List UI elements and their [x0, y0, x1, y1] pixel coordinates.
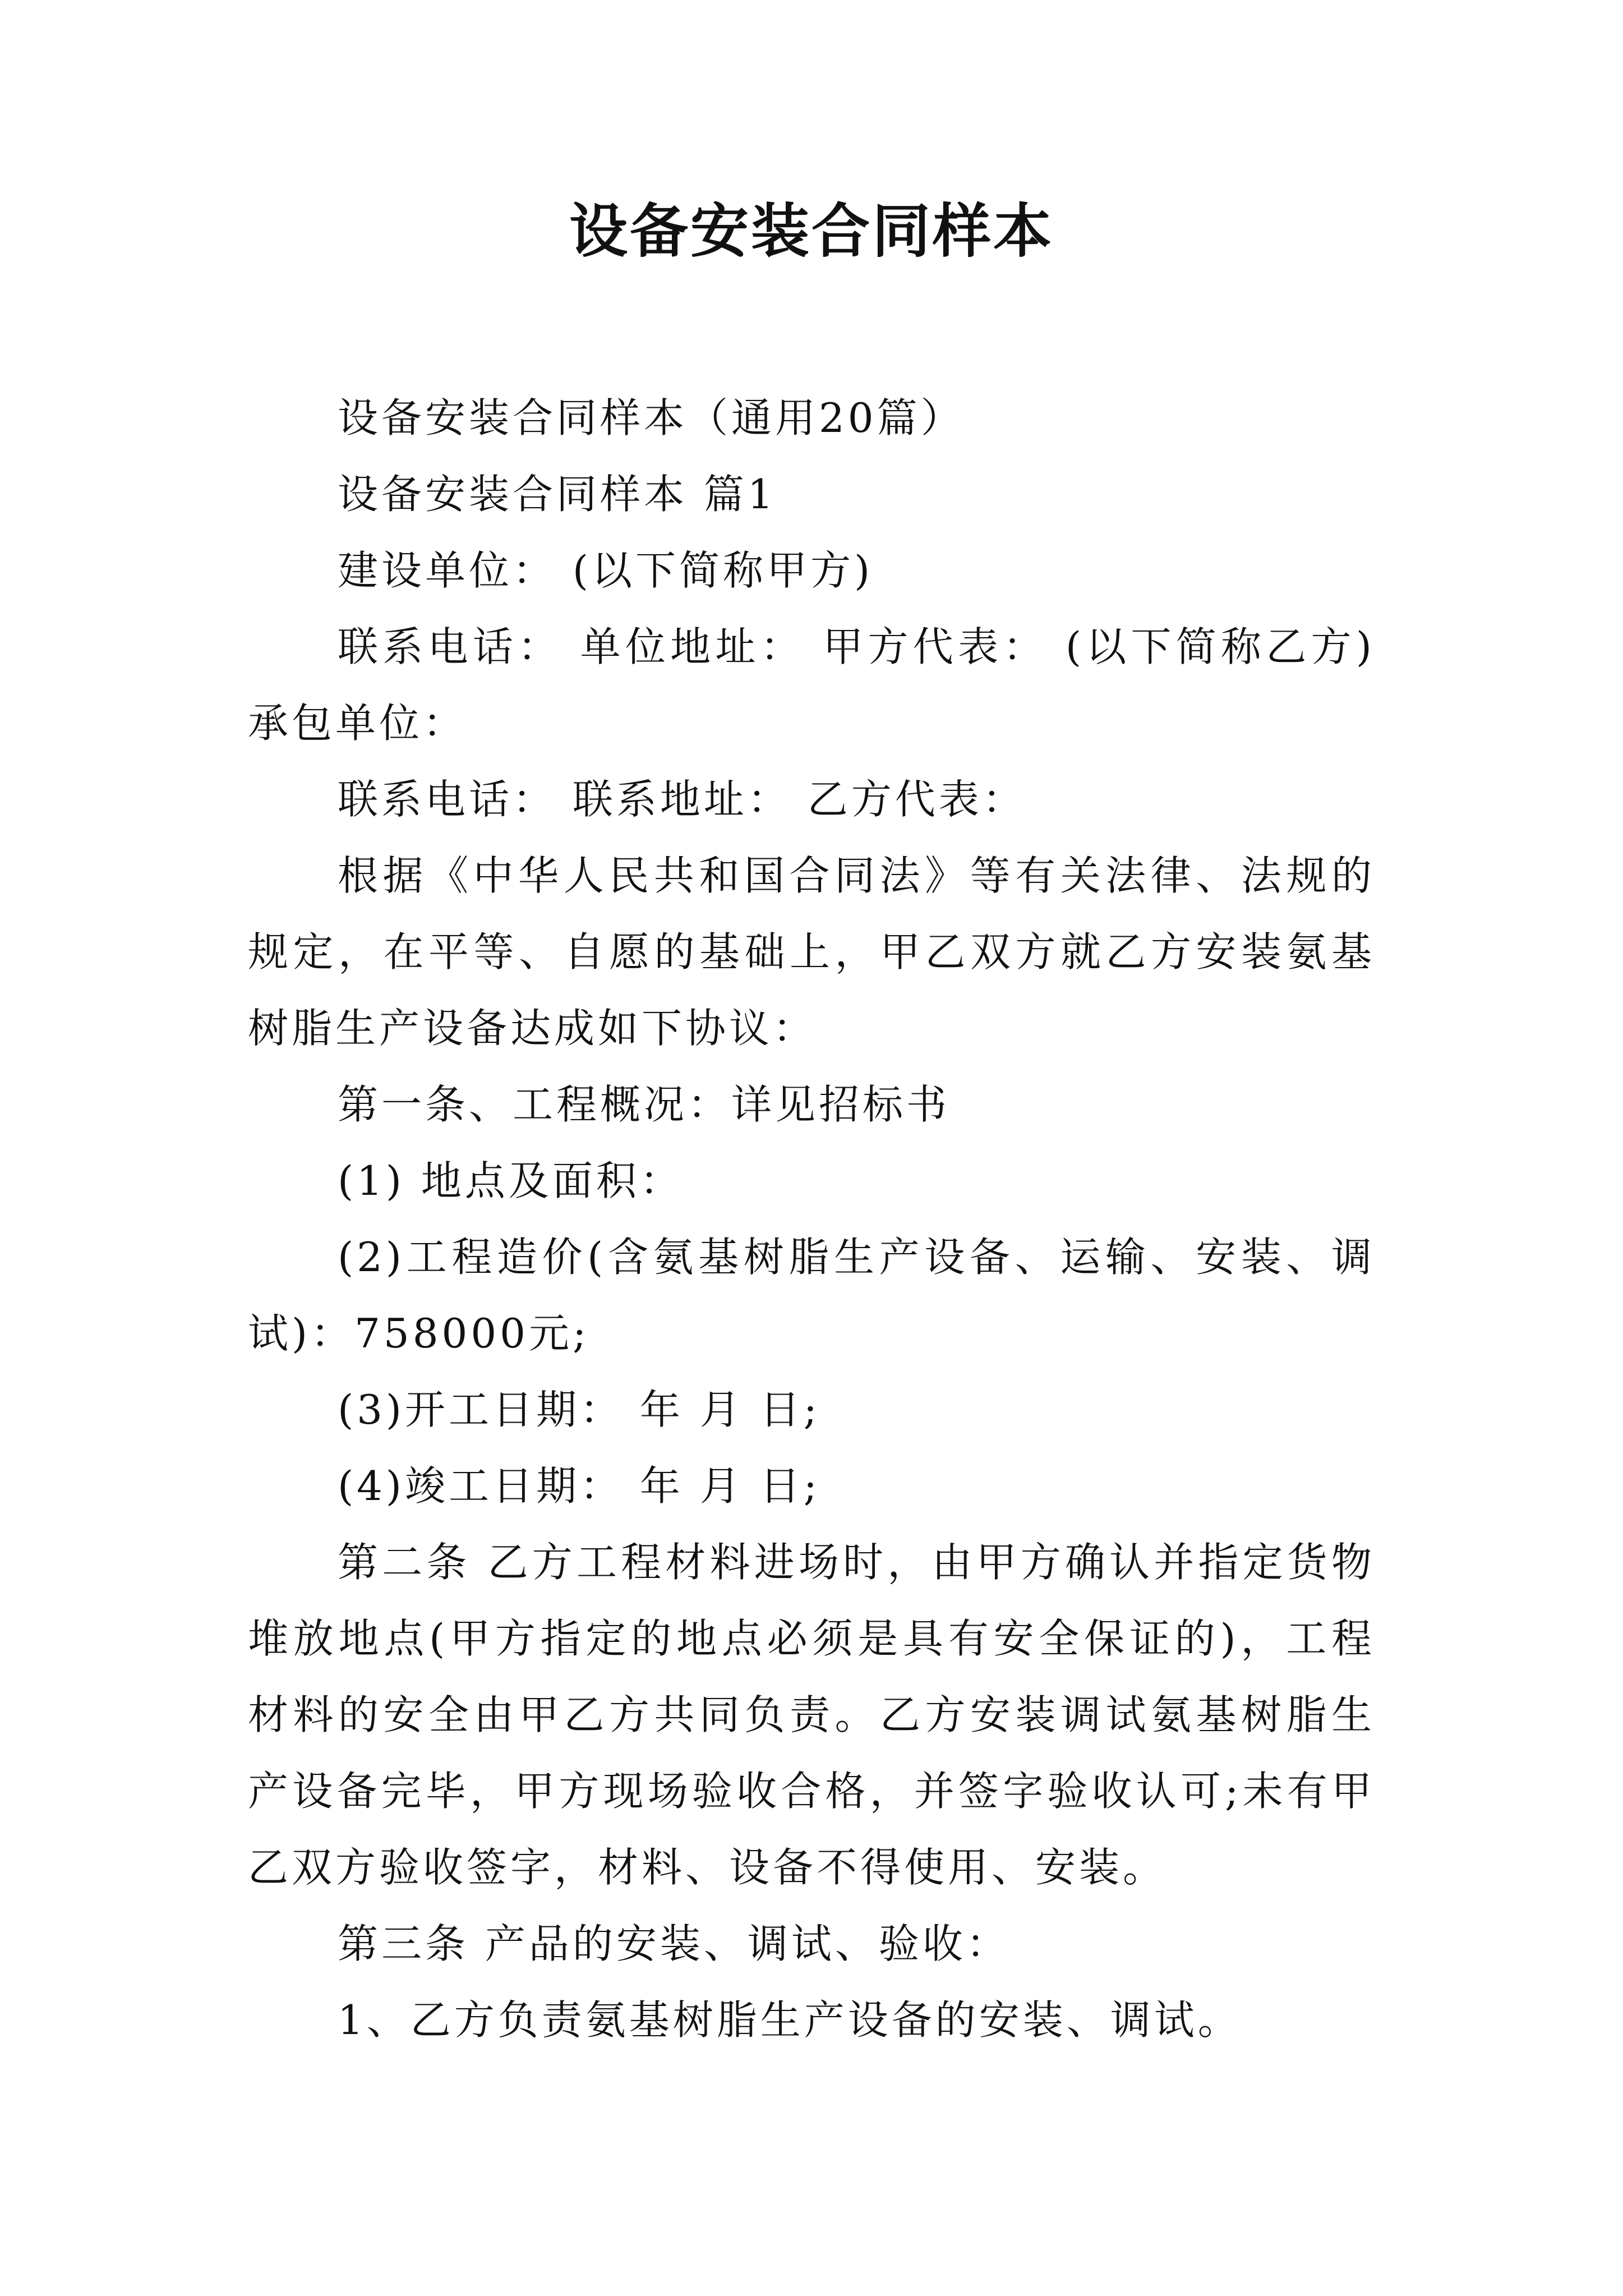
- paragraph-article-1: 第一条、工程概况：详见招标书: [338, 1081, 951, 1128]
- paragraph-contact-b: 联系电话： 联系地址： 乙方代表：: [338, 776, 1026, 823]
- paragraph-item-3: (3)开工日期： 年 月 日;: [338, 1386, 820, 1433]
- paragraph-item-1: (1) 地点及面积：: [338, 1157, 684, 1204]
- paragraph-item-4: (4)竣工日期： 年 月 日;: [338, 1462, 820, 1510]
- document-title: 设备安装合同样本: [569, 196, 1054, 265]
- document-body: [248, 380, 1375, 2058]
- paragraph-preamble: 根据《中华人民共和国合同法》等有关法律、法规的规定，在平等、自愿的基础上，甲乙双方就乙方安装氨基树脂生产设备达成如下协议：: [248, 852, 1375, 1052]
- paragraph-contact-a: 联系电话： 单位地址： 甲方代表： (以下简称乙方) 承包单位：: [248, 623, 1375, 747]
- paragraph-section-heading: 设备安装合同样本 篇1: [338, 471, 777, 518]
- paragraph-subtitle: 设备安装合同样本（通用20篇）: [338, 394, 965, 441]
- paragraph-party-a: 建设单位： (以下简称甲方): [338, 547, 874, 594]
- paragraph-item-2: (2)工程造价(含氨基树脂生产设备、运输、安装、调试)：758000元;: [248, 1234, 1375, 1357]
- paragraph-article-3: 第三条 产品的安装、调试、验收：: [338, 1920, 1010, 1967]
- paragraph-article-2: 第二条 乙方工程材料进场时，由甲方确认并指定货物堆放地点(甲方指定的地点必须是具有安全保证的)，工程材料的安全由甲乙方共同负责。乙方安装调试氨基树脂生产设备完毕，甲方现场验收合格，并签字验收认可;未有甲乙双方验收签字，材料、设备不得使用、安装。: [248, 1539, 1375, 1891]
- paragraph-article-3-item-1: 1、乙方负责氨基树脂生产设备的安装、调试。: [338, 1996, 1242, 2044]
